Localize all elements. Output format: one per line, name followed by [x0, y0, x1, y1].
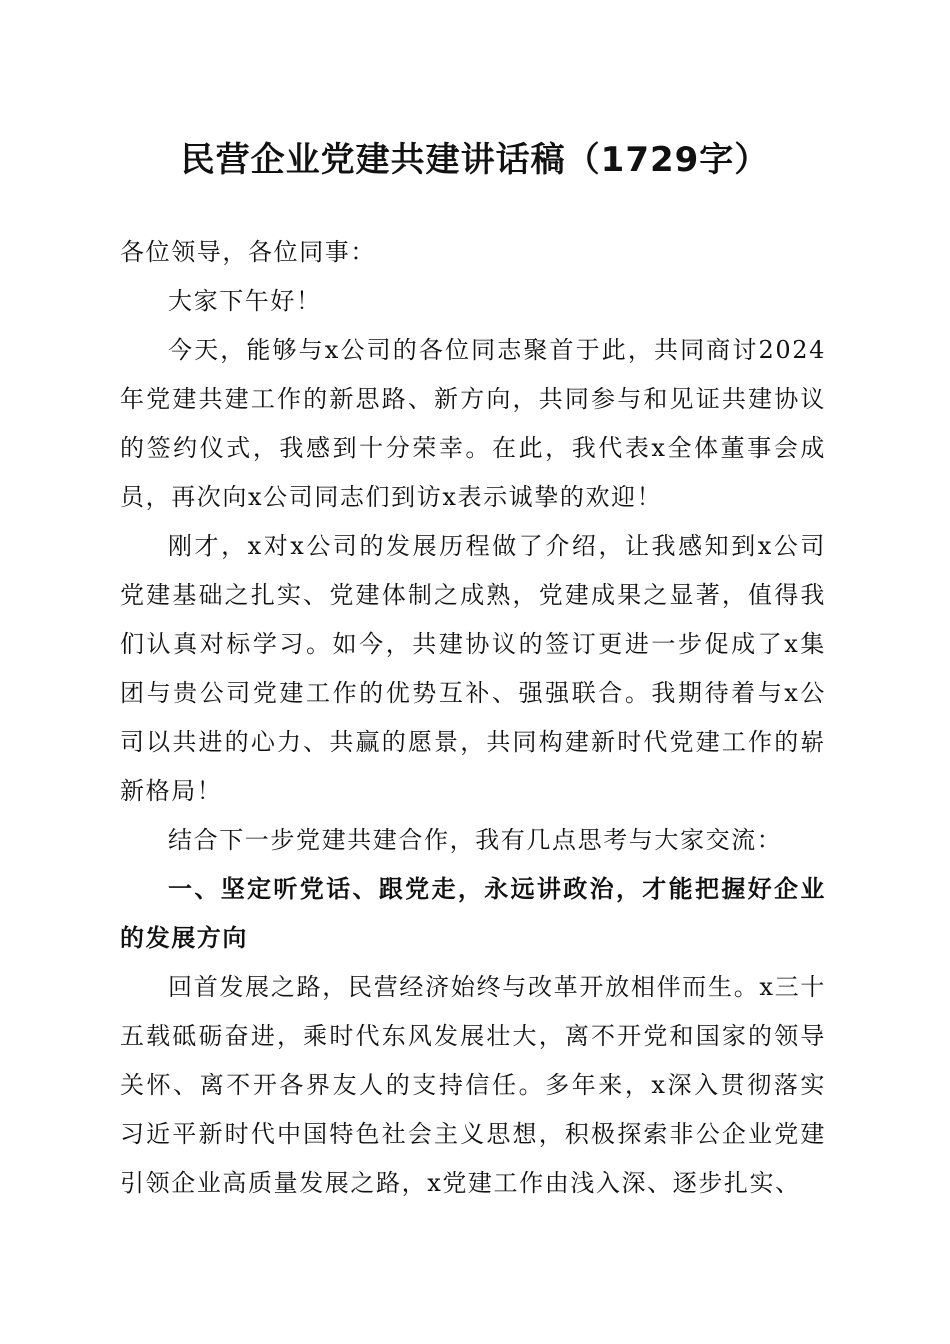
document-title: 民营企业党建共建讲话稿（1729字） [180, 140, 770, 180]
section-heading: 一、坚定听党话、跟党走，永远讲政治，才能把握好企业的发展方向 [120, 875, 826, 952]
body-paragraph: 回首发展之路，民营经济始终与改革开放相伴而生。x三十五载砥砺奋进，乘时代东风发展壮大，离不开党和国家的领导关怀、离不开各界友人的支持信任。多年来，x深入贯彻落实习近平新时代中国特色社会主义思想，积极探索非公企业党建引领企业高质量发展之路，x党建工作由浅入深、逐步扎实、 [120, 973, 826, 1197]
document-body [120, 228, 826, 1208]
body-paragraph: 刚才，x对x公司的发展历程做了介绍，让我感知到x公司党建基础之扎实、党建体制之成熟，党建成果之显著，值得我们认真对标学习。如今，共建协议的签订更进一步促成了x集团与贵公司党建工作的优势互补、强强联合。我期待着与x公司以共进的心力、共赢的愿景，共同构建新时代党建工作的崭新格局！ [120, 532, 826, 805]
greeting-paragraph: 大家下午好！ [168, 287, 322, 315]
salutation: 各位领导，各位同事： [120, 238, 376, 266]
body-paragraph: 今天，能够与x公司的各位同志聚首于此，共同商讨2024年党建共建工作的新思路、新方向，共同参与和见证共建协议的签约仪式，我感到十分荣幸。在此，我代表x全体董事会成员，再次向x公司同志们到访x表示诚挚的欢迎！ [120, 336, 826, 511]
body-paragraph: 结合下一步党建共建合作，我有几点思考与大家交流： [168, 826, 783, 854]
